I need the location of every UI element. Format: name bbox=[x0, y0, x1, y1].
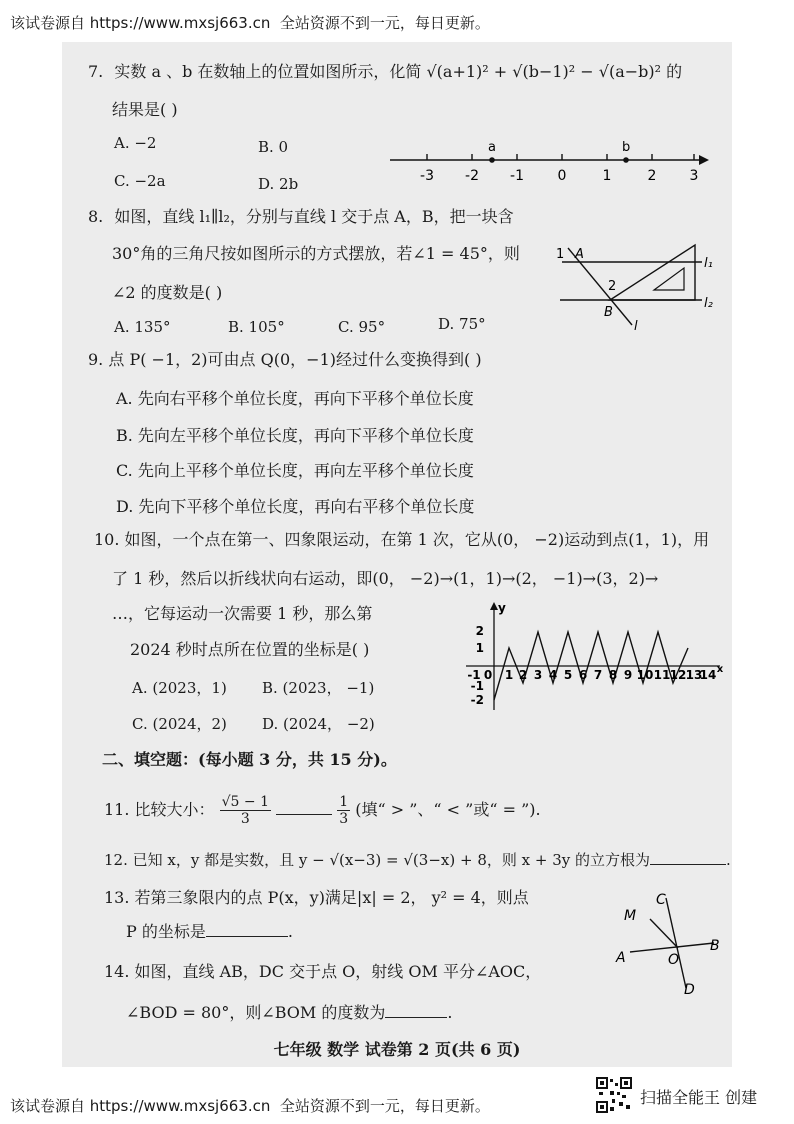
q7-tick-label: 3 bbox=[689, 168, 699, 184]
q10-y-tick: -1 bbox=[470, 679, 484, 693]
q7-option-c: C. −2a bbox=[114, 172, 166, 190]
q14-stem: ∠BOD = 80°，则∠BOM 的度数为 bbox=[126, 1003, 386, 1022]
q10-x-tick: 11 bbox=[653, 668, 671, 682]
q7-option-d: D. 2b bbox=[258, 175, 299, 193]
q13-line1: 13. 若第三象限内的点 P(x，y)满足|x| = 2， y² = 4，则点 bbox=[104, 888, 529, 907]
q7-tick-label: -1 bbox=[510, 168, 524, 184]
section2-heading: 二、填空题：(每小题 3 分，共 15 分)。 bbox=[102, 750, 397, 769]
q9-stem: 9. 点 P( −1，2)可由点 Q(0，−1)经过什么变换得到( ) bbox=[88, 350, 482, 369]
q7-tick-label: -3 bbox=[420, 168, 434, 184]
q8-line2: 30°角的三角尺按如图所示的方式摆放，若∠1 = 45°，则 bbox=[112, 244, 520, 263]
q7-number: 7. bbox=[88, 62, 104, 81]
q10-x-tick: 9 bbox=[623, 668, 633, 682]
q7-point-b bbox=[623, 157, 629, 163]
q13-end: . bbox=[287, 922, 293, 941]
q8-stem: 如图，直线 l₁∥l₂，分别与直线 l 交于点 A，B，把一块含 bbox=[114, 207, 514, 226]
q10-y-tick: 2 bbox=[475, 624, 484, 638]
q10-line2: 了 1 秒，然后以折线状向右运动，即(0， −2)→(1，1)→(2， −1)→(3，2)→ bbox=[112, 569, 659, 588]
header-watermark: 该试卷源自 https://www.mxsj663.cn 全站资源不到一元，每日更新。 bbox=[10, 14, 490, 32]
q11-fraction-left-den: 3 bbox=[240, 811, 250, 827]
q9-option-d: D. 先向下平移个单位长度，再向右平移个单位长度 bbox=[116, 497, 475, 516]
q10-x-tick: 3 bbox=[533, 668, 543, 682]
q10-x-tick: 2 bbox=[518, 668, 528, 682]
q8-line-l1-label: l₁ bbox=[704, 256, 713, 271]
q11-suffix: (填“ > ”、“ < ”或“ = ”). bbox=[355, 800, 541, 819]
q11-fraction-left-num: √5 − 1 bbox=[221, 794, 270, 810]
q11-fraction-right bbox=[337, 794, 350, 827]
q11-prefix: 11. 比较大小： bbox=[104, 800, 215, 819]
q7-option-a: A. −2 bbox=[114, 134, 157, 152]
q12-stem: 12. 已知 x，y 都是实数，且 y − √(x−3) = √(3−x) + 8，则 x + 3y 的立方根为 bbox=[104, 851, 650, 869]
q8-option-c: C. 95° bbox=[338, 318, 386, 336]
q11-fraction-right-num: 1 bbox=[339, 794, 349, 810]
q8-figure bbox=[550, 240, 725, 335]
q10-x-tick: 12 bbox=[669, 668, 687, 682]
q8-option-b: B. 105° bbox=[228, 318, 285, 336]
q14-label-d: D bbox=[684, 982, 695, 998]
q11-fraction-right-den: 3 bbox=[339, 811, 349, 827]
q8-angle-1-label: 1 bbox=[556, 247, 565, 262]
q14-end: . bbox=[447, 1003, 453, 1022]
q14-line2 bbox=[126, 1001, 453, 1023]
q8-option-d: D. 75° bbox=[438, 315, 486, 333]
footer-watermark: 该试卷源自 https://www.mxsj663.cn 全站资源不到一元，每日更新。 bbox=[10, 1097, 490, 1115]
q7-stem: 实数 a 、b 在数轴上的位置如图所示，化简 √(a+1)² + √(b−1)² − √(a−b)² 的 bbox=[114, 62, 683, 81]
q12-line bbox=[104, 848, 731, 870]
q10-line1: 10. 如图，一个点在第一、四象限运动，在第 1 次，它从(0， −2)运动到点(1，1)，用 bbox=[94, 530, 710, 549]
q14-label-c: C bbox=[656, 892, 666, 908]
q8-line-l-label: l bbox=[634, 319, 638, 334]
q10-x-tick: 14 bbox=[699, 668, 717, 682]
q8-number: 8. bbox=[88, 207, 104, 226]
q9-option-b: B. 先向左平移个单位长度，再向下平移个单位长度 bbox=[116, 426, 474, 445]
q14-label-o: O bbox=[668, 952, 680, 968]
q10-x-tick: 6 bbox=[578, 668, 588, 682]
q7-option-b: B. 0 bbox=[258, 138, 289, 156]
page-footer: 七年级 数学 试卷第 2 页(共 6 页) bbox=[273, 1040, 521, 1059]
q10-y-axis-label: y bbox=[498, 601, 506, 615]
q7-tick-label: 1 bbox=[602, 168, 612, 184]
q10-x-tick: 1 bbox=[504, 668, 514, 682]
scanner-credit: 扫描全能王 创建 bbox=[640, 1088, 758, 1107]
q10-x-tick: -1 bbox=[467, 668, 481, 682]
q10-x-tick: 10 bbox=[636, 668, 654, 682]
q8-point-a-label: A bbox=[575, 247, 584, 262]
q10-zigzag-figure bbox=[462, 600, 730, 715]
q10-y-tick: 1 bbox=[475, 641, 484, 655]
q10-x-tick: 13 bbox=[685, 668, 703, 682]
q7-tick-label: -2 bbox=[465, 168, 479, 184]
q13-stem: P 的坐标是 bbox=[126, 922, 206, 941]
q7-number-line bbox=[385, 135, 720, 185]
q10-x-tick: 5 bbox=[563, 668, 573, 682]
q7-point-a bbox=[489, 157, 495, 163]
q9-option-c: C. 先向上平移个单位长度，再向左平移个单位长度 bbox=[116, 461, 474, 480]
q7-line1 bbox=[88, 62, 682, 82]
q14-answer-blank[interactable] bbox=[385, 1001, 447, 1018]
q10-line4: 2024 秒时点所在位置的坐标是( ) bbox=[130, 640, 370, 659]
q10-line3: …，它每运动一次需要 1 秒，那么第 bbox=[112, 604, 373, 623]
q14-label-m: M bbox=[624, 908, 637, 924]
q14-figure bbox=[612, 888, 730, 1000]
q10-option-c: C. (2024，2) bbox=[132, 715, 227, 733]
q8-line-l2-label: l₂ bbox=[704, 296, 713, 311]
q7-tick-label: 0 bbox=[557, 168, 567, 184]
q12-end: . bbox=[725, 851, 731, 869]
q8-line3: ∠2 的度数是( ) bbox=[112, 283, 223, 302]
q10-x-tick: 4 bbox=[548, 668, 558, 682]
q14-label-b: B bbox=[710, 938, 720, 954]
q10-option-a: A. (2023，1) bbox=[132, 679, 227, 697]
q14-line1: 14. 如图，直线 AB，DC 交于点 O，射线 OM 平分∠AOC， bbox=[104, 962, 542, 981]
q14-label-a: A bbox=[616, 950, 626, 966]
q11-answer-blank[interactable] bbox=[276, 798, 332, 815]
q10-x-tick: 8 bbox=[608, 668, 618, 682]
q10-option-d: D. (2024， −2) bbox=[262, 715, 375, 733]
q10-x-tick: 7 bbox=[593, 668, 603, 682]
q7-line2: 结果是( ) bbox=[112, 100, 178, 119]
q8-angle-2-label: 2 bbox=[608, 279, 617, 294]
q9-option-a: A. 先向右平移个单位长度，再向下平移个单位长度 bbox=[116, 389, 474, 408]
q10-option-b: B. (2023， −1) bbox=[262, 679, 375, 697]
q13-answer-blank[interactable] bbox=[206, 920, 288, 937]
q11-line bbox=[104, 790, 541, 830]
q10-y-tick: -2 bbox=[470, 693, 484, 707]
q8-line1 bbox=[88, 207, 514, 227]
q11-fraction-left bbox=[220, 794, 271, 827]
q12-answer-blank[interactable] bbox=[650, 848, 726, 865]
qr-code-icon bbox=[596, 1077, 632, 1117]
q8-option-a: A. 135° bbox=[114, 318, 171, 336]
q7-label-a: a bbox=[488, 140, 496, 155]
q10-x-axis-label: x bbox=[716, 664, 724, 675]
q7-tick-label: 2 bbox=[647, 168, 657, 184]
q10-x-tick: 0 bbox=[483, 668, 493, 682]
q13-line2 bbox=[126, 920, 293, 942]
q8-point-b-label: B bbox=[604, 305, 613, 320]
q7-label-b: b bbox=[622, 140, 631, 155]
